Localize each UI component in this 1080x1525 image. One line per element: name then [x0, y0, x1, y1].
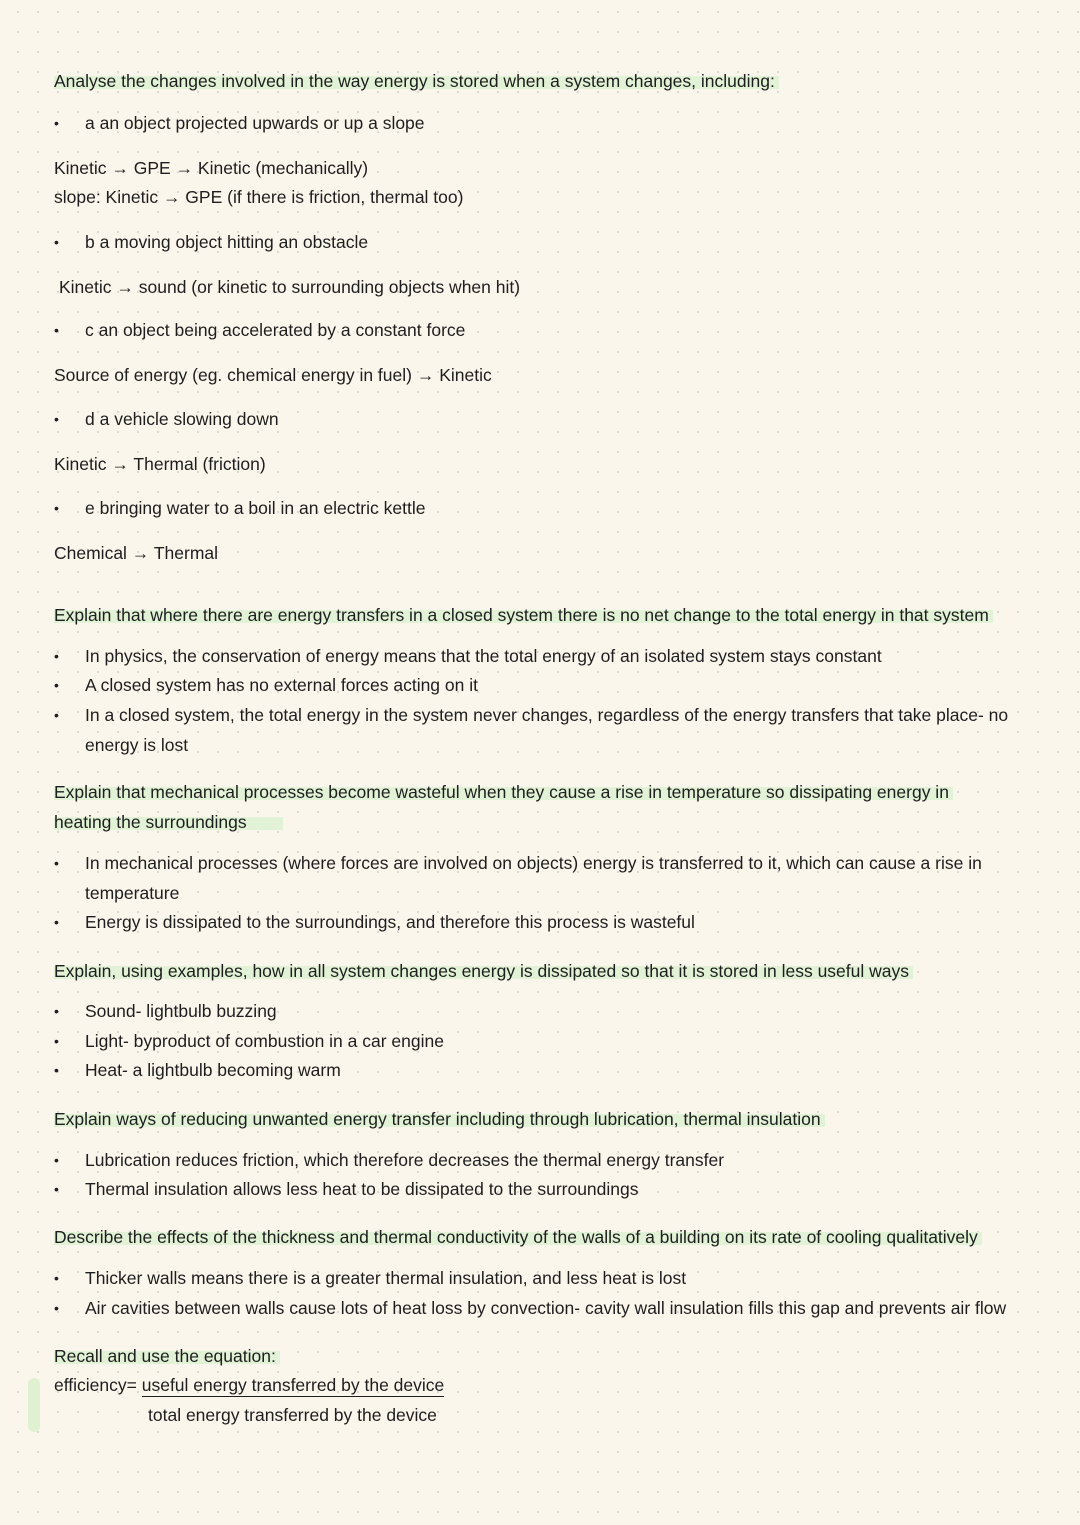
note-line: slope: Kinetic → GPE (if there is friction, thermal too): [54, 187, 464, 207]
equation-denominator: total energy transferred by the device: [148, 1405, 437, 1425]
bullet-icon: •: [54, 234, 59, 250]
list-item-text: c an object being accelerated by a constant force: [85, 320, 466, 340]
bullet-icon: •: [54, 1033, 59, 1049]
list-item: [54, 674, 478, 700]
note-line: Chemical → Thermal: [54, 543, 219, 563]
list-item-text: Sound- lightbulb buzzing: [85, 1001, 277, 1021]
highlight-marker: [28, 1378, 40, 1432]
list-item-text: Thicker walls means there is a greater thermal insulation, and less heat is lost: [85, 1268, 687, 1288]
heading-text: Explain ways of reducing unwanted energy transfer including through lubrication, thermal insulation: [54, 1109, 825, 1129]
list-item-text: Lubrication reduces friction, which therefore decreases the thermal energy transfer: [85, 1150, 725, 1170]
note-line: Kinetic → Thermal (friction): [54, 454, 266, 474]
heading-text: Explain that where there are energy transfers in a closed system there is no net change to the total energy in that system: [54, 605, 993, 625]
list-item-text: a an object projected upwards or up a slope: [85, 113, 425, 133]
bullet-icon: •: [54, 677, 59, 693]
list-item-text: Energy is dissipated to the surroundings, and therefore this process is wasteful: [85, 912, 695, 932]
bullet-icon: •: [54, 914, 59, 930]
note-line: Kinetic → GPE → Kinetic (mechanically): [54, 158, 369, 178]
list-item: [54, 112, 425, 138]
note-line: Source of energy (eg. chemical energy in fuel) → Kinetic: [54, 365, 492, 385]
list-item-text: e bringing water to a boil in an electric kettle: [85, 498, 426, 518]
list-item-text: In a closed system, the total energy in the system never changes, regardless of the energy transfers that take place- no energy is lost: [85, 705, 1009, 755]
heading-text: Explain that mechanical processes become wasteful when they cause a rise in temperature so dissipating energy in: [54, 782, 953, 802]
equation-numerator: useful energy transferred by the device: [141, 1375, 445, 1395]
list-item: [54, 1178, 639, 1204]
list-item-text: Air cavities between walls cause lots of heat loss by convection- cavity wall insulation fills this gap and prevents air flow: [85, 1298, 1007, 1318]
bullet-icon: •: [54, 1003, 59, 1019]
list-item: [54, 645, 882, 671]
bullet-icon: •: [54, 500, 59, 516]
bullet-icon: •: [54, 1300, 59, 1316]
list-item: [54, 497, 425, 523]
section-heading-cont: [54, 811, 283, 833]
list-item: [54, 1030, 444, 1056]
list-item: [54, 1000, 277, 1026]
heading-text: Analyse the changes involved in the way energy is stored when a system changes, including:: [54, 71, 779, 91]
bullet-icon: •: [54, 1181, 59, 1197]
bullet-icon: •: [54, 1062, 59, 1078]
list-item: [54, 1267, 686, 1293]
heading-text: heating the surroundings: [54, 812, 283, 832]
heading-text: Recall and use the equation:: [54, 1346, 280, 1366]
bullet-icon: •: [54, 707, 59, 723]
list-item-text: Thermal insulation allows less heat to be dissipated to the surroundings: [85, 1179, 639, 1199]
equation-line: [54, 1374, 444, 1396]
heading-text: Explain, using examples, how in all system changes energy is dissipated so that it is stored in less useful ways: [54, 961, 913, 981]
bullet-icon: •: [54, 411, 59, 427]
list-item: [54, 852, 1030, 908]
list-item: [54, 1059, 341, 1085]
section-heading: [54, 960, 913, 982]
list-item-text: In physics, the conservation of energy means that the total energy of an isolated system stays constant: [85, 646, 882, 666]
list-item: [54, 231, 368, 257]
bullet-icon: •: [54, 1270, 59, 1286]
list-item: [54, 1297, 1006, 1323]
list-item-text: b a moving object hitting an obstacle: [85, 232, 369, 252]
section-heading: [54, 604, 993, 626]
bullet-icon: •: [54, 648, 59, 664]
heading-text: Describe the effects of the thickness and thermal conductivity of the walls of a building on its rate of cooling qualitatively: [54, 1227, 982, 1247]
section-heading: [54, 70, 779, 92]
list-item: [54, 408, 279, 434]
list-item: [54, 911, 695, 937]
list-item: [54, 319, 465, 345]
bullet-icon: •: [54, 855, 59, 871]
bullet-icon: •: [54, 115, 59, 131]
list-item: [54, 1149, 724, 1175]
note-line: Kinetic → sound (or kinetic to surrounding objects when hit): [59, 277, 521, 297]
equation-label: efficiency=: [54, 1375, 137, 1395]
section-heading: [54, 1226, 982, 1248]
section-heading: [54, 781, 953, 803]
list-item-text: A closed system has no external forces acting on it: [85, 675, 478, 695]
bullet-icon: •: [54, 322, 59, 338]
list-item-text: d a vehicle slowing down: [85, 409, 279, 429]
list-item-text: Heat- a lightbulb becoming warm: [85, 1060, 341, 1080]
section-heading: [54, 1108, 825, 1130]
section-heading: [54, 1345, 280, 1367]
list-item-text: In mechanical processes (where forces are involved on objects) energy is transferred to it, which can cause a rise in temperature: [85, 853, 982, 903]
list-item: [54, 704, 1030, 760]
list-item-text: Light- byproduct of combustion in a car engine: [85, 1031, 444, 1051]
bullet-icon: •: [54, 1152, 59, 1168]
